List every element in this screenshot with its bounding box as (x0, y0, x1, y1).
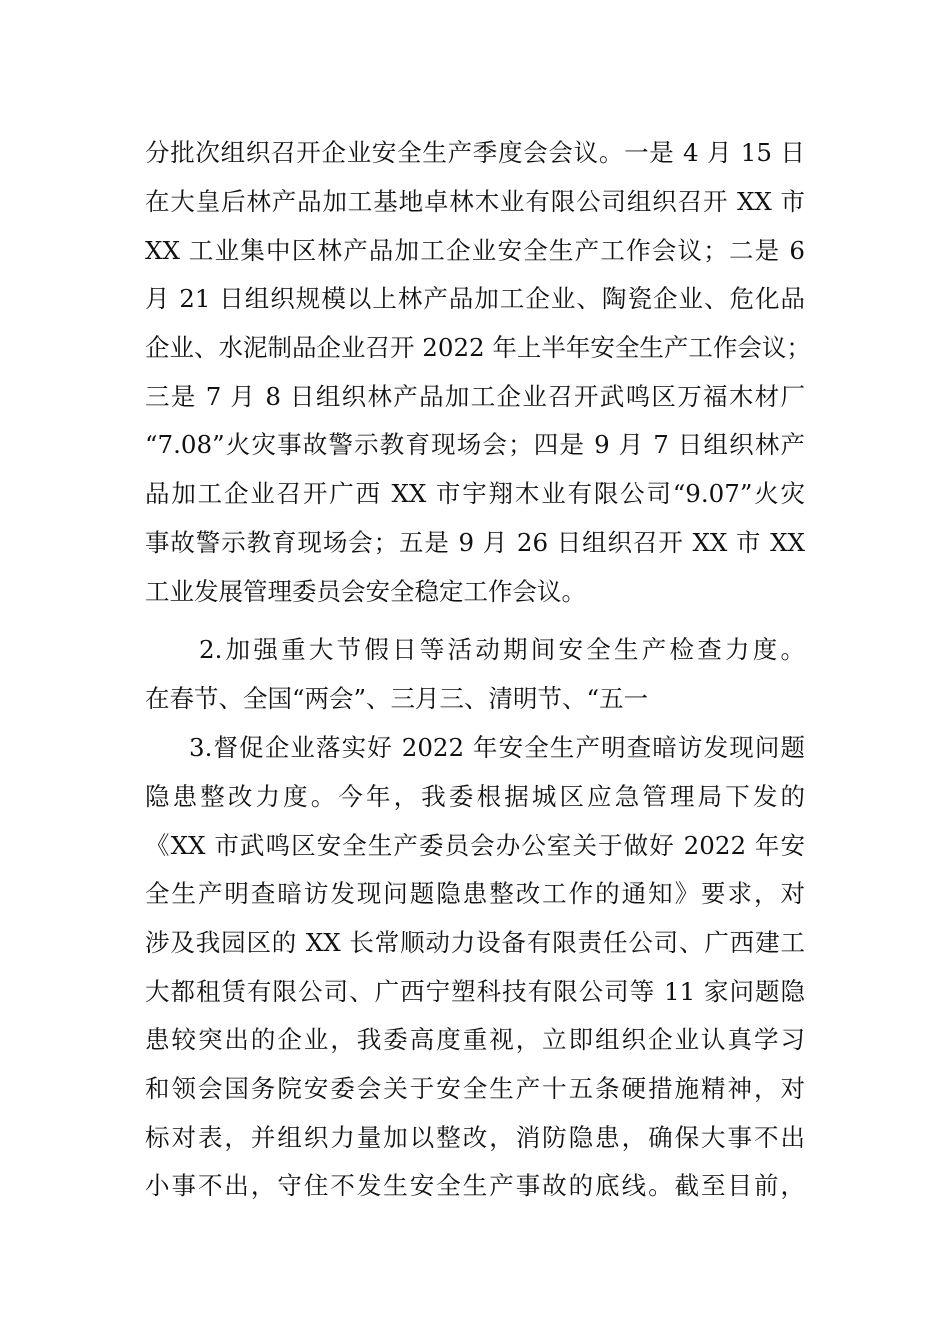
text-line: 2.加强重大节假日等活动期间安全生产检查力度。 (199, 635, 805, 664)
text-line: 工业发展管理委员会安全稳定工作会议。 (145, 577, 586, 606)
text-line: 分批次组织召开企业安全生产季度会会议。一是 4 月 15 日 (145, 138, 805, 167)
text-line: 品加工企业召开广西 XX 市宇翔木业有限公司“9.07”火灾 (145, 479, 805, 508)
text-line: 《XX 市武鸣区安全生产委员会办公室关于做好 2022 年安 (145, 831, 805, 860)
text-line: 涉及我园区的 XX 长常顺动力设备有限责任公司、广西建工 (145, 928, 805, 957)
text-line: XX 工业集中区林产品加工企业安全生产工作会议；二是 6 (145, 236, 805, 265)
text-line: 隐患整改力度。今年，我委根据城区应急管理局下发的 (145, 782, 805, 811)
text-line: 月 21 日组织规模以上林产品加工企业、陶瓷企业、危化品 (145, 284, 805, 313)
text-line: 患较突出的企业，我委高度重视，立即组织企业认真学习 (145, 1025, 805, 1054)
text-line: 标对表，并组织力量加以整改，消防隐患，确保大事不出 (145, 1123, 805, 1152)
text-line: 在春节、全国“两会”、三月三、清明节、“五一 (145, 684, 649, 713)
text-line: 三是 7 月 8 日组织林产品加工企业召开武鸣区万福木材厂 (145, 382, 805, 411)
text-line: 事故警示教育现场会；五是 9 月 26 日组织召开 XX 市 XX (145, 528, 805, 557)
text-line: 大都租赁有限公司、广西宁塑科技有限公司等 11 家问题隐 (145, 977, 805, 1006)
text-line: 企业、水泥制品企业召开 2022 年上半年安全生产工作会议； (145, 333, 811, 362)
text-line: 全生产明查暗访发现问题隐患整改工作的通知》要求，对 (145, 879, 805, 908)
text-line: 在大皇后林产品加工基地卓林木业有限公司组织召开 XX 市 (145, 187, 805, 216)
text-line: 小事不出，守住不发生安全生产事故的底线。截至目前， (145, 1171, 805, 1200)
text-line: “7.08”火灾事故警示教育现场会；四是 9 月 7 日组织林产 (145, 430, 805, 459)
text-line: 和领会国务院安委会关于安全生产十五条硬措施精神，对 (145, 1074, 805, 1103)
text-line: 3.督促企业落实好 2022 年安全生产明查暗访发现问题 (189, 733, 805, 762)
